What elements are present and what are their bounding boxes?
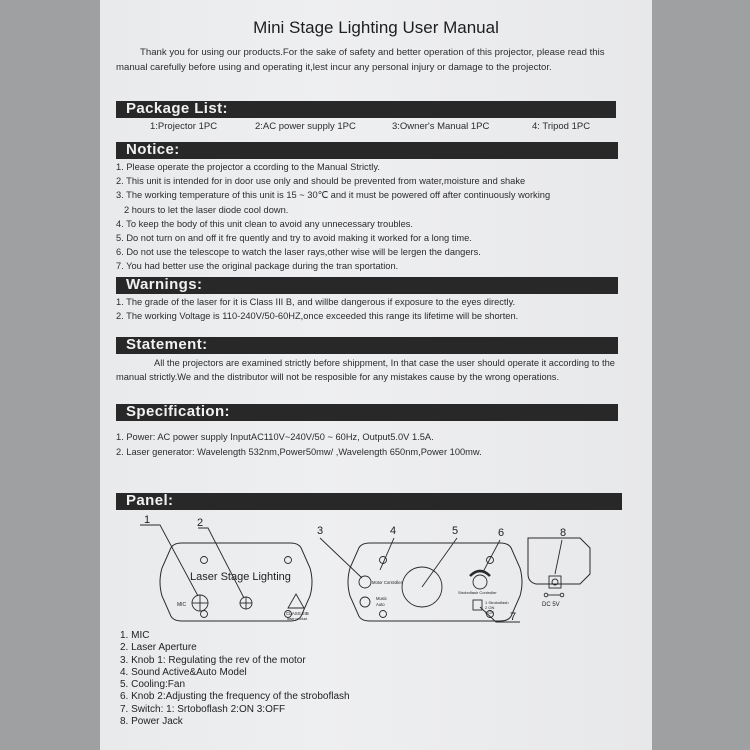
page-title: Mini Stage Lighting User Manual xyxy=(253,18,499,37)
strobo-knob-icon xyxy=(473,575,487,589)
screw-icon xyxy=(380,611,387,618)
section-bar-specification xyxy=(116,404,618,421)
section-bar-package xyxy=(116,101,616,118)
section-heading-statement: Statement: xyxy=(126,336,208,353)
leader-line xyxy=(555,540,562,574)
jack-label: DC 5V xyxy=(542,602,560,608)
notice-item: 2 hours to let the laser diode cool down. xyxy=(124,204,289,215)
strobo-label: Stroboflash Controller xyxy=(458,590,497,595)
spec-item: 2. Laser generator: Wavelength 532nm,Power50mw/ ,Wavelength 650nm,Power 100mw. xyxy=(116,447,482,457)
screw-icon xyxy=(487,557,494,564)
parts-item: 2. Laser Aperture xyxy=(120,642,197,654)
parts-item: 3. Knob 1: Regulating the rev of the motor xyxy=(120,654,306,666)
spec-item: 1. Power: AC power supply InputAC110V~240V/50 ~ 60Hz, Output5.0V 1.5A. xyxy=(116,432,434,442)
parts-item: 4. Sound Active&Auto Model xyxy=(120,666,247,678)
motor-label: Motor Controller xyxy=(372,580,403,585)
parts-item: 5. Cooling:Fan xyxy=(120,679,186,691)
parts-item: 7. Switch: 1: Srtoboflash 2:ON 3:OFF xyxy=(120,703,286,715)
callout-number: 8 xyxy=(560,527,567,539)
section-heading-package: Package List: xyxy=(126,100,228,117)
switch-label: 2 ON xyxy=(485,605,495,610)
parts-item: 1. MIC xyxy=(120,630,150,641)
switch-label: 1 Stroboflash xyxy=(485,600,509,605)
side-panel-outline xyxy=(528,538,590,584)
mic-label: MIC xyxy=(177,602,187,608)
warning-item: 2. The working Voltage is 110-240V/50-60HZ,once exceeded this range its lifetime will be shorten. xyxy=(116,311,519,322)
notice-item: 4. To keep the body of this unit clean to avoid any unnecessary troubles. xyxy=(116,218,414,229)
specification-list xyxy=(116,430,626,460)
notice-item: 5. Do not turn on and off it fre quently and try to avoid making it worked for a long time. xyxy=(116,233,472,244)
leader-line xyxy=(320,538,362,578)
manual-page xyxy=(100,0,652,750)
notice-item: 2. This unit is intended for in door use only and should be prevented from water,moisture and shake xyxy=(116,176,526,187)
mode-button-icon xyxy=(360,597,370,607)
callout-number: 2 xyxy=(197,517,204,529)
package-item: 2:AC power supply 1PC xyxy=(255,121,356,132)
package-item: 1:Projector 1PC xyxy=(150,121,218,132)
notice-item: 1. Please operate the projector a ccording to the Manual Strictly. xyxy=(116,162,380,172)
package-item: 4: Tripod 1PC xyxy=(532,121,591,132)
parts-list xyxy=(120,630,350,728)
notice-list xyxy=(116,160,626,274)
parts-item: 8. Power Jack xyxy=(120,716,183,728)
motor-knob-icon xyxy=(359,576,371,588)
section-heading-warnings: Warnings: xyxy=(126,276,203,293)
section-heading-specification: Specification: xyxy=(126,403,230,420)
leader-line xyxy=(483,540,500,572)
screw-icon xyxy=(201,557,208,564)
section-bar-statement xyxy=(116,337,618,354)
callout-number: 5 xyxy=(452,525,459,537)
section-heading-notice: Notice: xyxy=(126,141,180,158)
callout-number: 4 xyxy=(390,525,397,537)
switch-icon xyxy=(473,600,482,610)
callout-number: 1 xyxy=(144,514,151,526)
callout-number: 7 xyxy=(510,611,517,623)
package-item: 3:Owner's Manual 1PC xyxy=(392,121,490,132)
panel-diagram xyxy=(100,510,652,630)
warning-item: 1. The grade of the laser for it is Class III B, and willbe dangerous if exposure to the eyes directly. xyxy=(116,297,516,307)
parts-item: 6. Knob 2:Adjusting the frequency of the stroboflash xyxy=(120,691,350,703)
callout-number: 6 xyxy=(498,527,505,539)
section-bar-warnings xyxy=(116,277,618,294)
warnings-list xyxy=(116,295,626,323)
screw-icon xyxy=(285,557,292,564)
front-panel-label: Laser Stage Lighting xyxy=(190,571,291,583)
section-bar-notice xyxy=(116,142,618,159)
leader-line xyxy=(140,525,198,596)
statement-paragraph: All the projectors are examined strictly before shippment, In that case the user should operate it according to the manual strictly.We and the distributor will not be resposible for any mistakes cause by the wrong operations. xyxy=(116,358,615,383)
leader-line xyxy=(422,538,457,587)
screw-icon xyxy=(201,611,208,618)
switch-label: 3 OF xyxy=(485,610,494,615)
class-sub-label: laser product xyxy=(287,617,308,621)
music-label: Music xyxy=(376,596,387,601)
section-bar-panel xyxy=(116,493,622,510)
auto-label: Auto xyxy=(376,602,385,607)
section-heading-panel: Panel: xyxy=(126,492,174,509)
laser-warning-icon xyxy=(288,594,304,608)
intro-paragraph: Thank you for using our products.For the sake of safety and better operation of this projector, please read this manual carefully before using and operating it,lest incur any personal injury or damage to the projector. xyxy=(116,47,605,73)
class-label: CLASS IIIB xyxy=(286,611,309,616)
notice-item: 3. The working temperature of this unit is 15 ~ 30℃ and it must be powered off after continuously working xyxy=(116,190,551,201)
notice-item: 7. You had better use the original package during the tran sportation. xyxy=(116,261,399,272)
power-jack-icon xyxy=(549,576,561,588)
callout-number: 3 xyxy=(317,525,324,537)
notice-item: 6. Do not use the telescope to watch the laser rays,other wise will be lergen the dangers. xyxy=(116,247,481,258)
